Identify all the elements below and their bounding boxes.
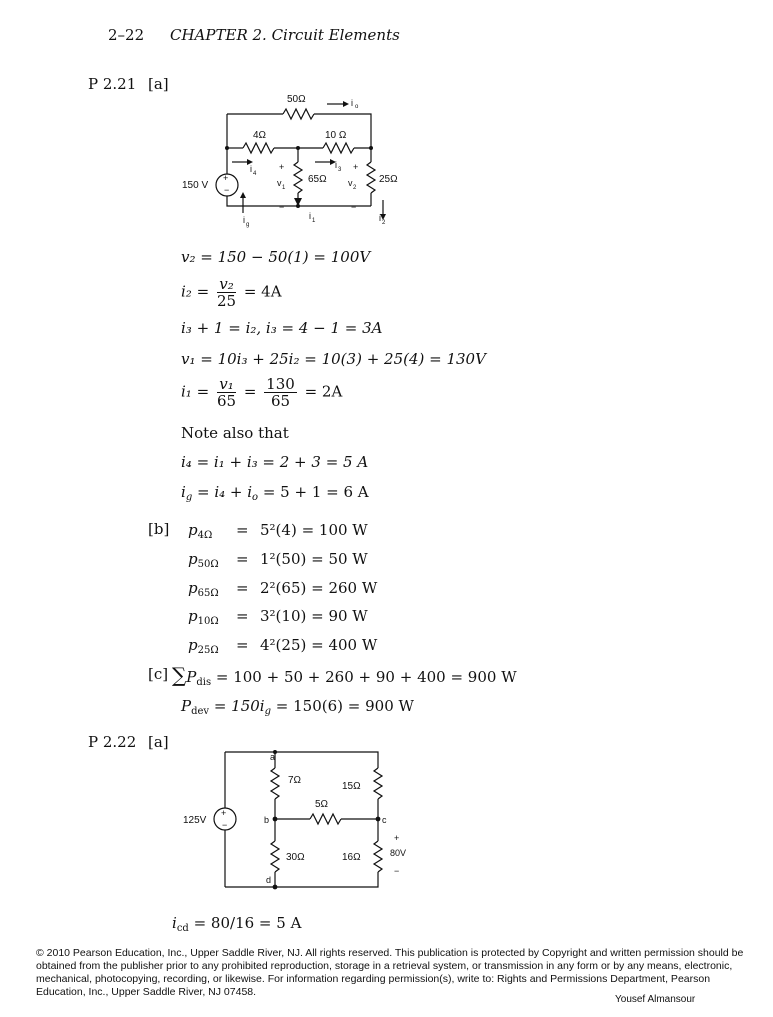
- i2-sub: 2: [382, 220, 386, 226]
- power-eq: =: [236, 607, 249, 625]
- eq5-num2: 130: [266, 375, 295, 393]
- eq2-lhs: i₂ =: [181, 282, 210, 301]
- power-value: 1²(50) = 50 W: [260, 550, 368, 568]
- r15-label: 15Ω: [342, 781, 361, 792]
- r16-label: 16Ω: [342, 852, 361, 863]
- ig-sub: g: [246, 222, 250, 228]
- equation-v2: v₂ = 150 − 50(1) = 100V: [181, 248, 371, 266]
- eq2-den: 25: [216, 292, 237, 310]
- pdev-sub: dev: [191, 706, 210, 717]
- icd-sub: cd: [176, 923, 189, 934]
- v1-label: v: [277, 178, 282, 188]
- eq7-b: = 5 + 1 = 6 A: [258, 483, 369, 501]
- power-sub: 4Ω: [197, 530, 213, 541]
- v80-plus: +: [394, 833, 400, 843]
- power-value: 3²(10) = 90 W: [260, 607, 368, 625]
- page-number: 2–22: [108, 26, 145, 44]
- eq7-lhs-sub: g: [185, 492, 193, 503]
- v2-sub: 2: [353, 185, 357, 191]
- power-value: 4²(25) = 400 W: [260, 636, 378, 654]
- note-text: Note also that: [181, 424, 289, 442]
- eq5-den1: 65: [216, 392, 237, 410]
- problem-label-2-22: P 2.22: [88, 733, 137, 751]
- v1-sub: 1: [282, 185, 286, 191]
- v2-minus: −: [351, 202, 357, 212]
- node-b-label: b: [264, 815, 270, 825]
- power-sub: 50Ω: [197, 559, 219, 570]
- power-p: p: [188, 521, 198, 539]
- eq2-rhs: = 4A: [243, 282, 282, 301]
- equation-pdev: [181, 697, 414, 717]
- i3-sub: 3: [338, 167, 342, 173]
- power-p: p: [188, 550, 198, 568]
- equation-i3: i₃ + 1 = i₂, i₃ = 4 − 1 = 3A: [181, 319, 383, 337]
- power-eq: =: [236, 521, 249, 539]
- i1-label: i: [309, 211, 311, 221]
- v2-plus: +: [353, 162, 359, 172]
- equation-icd: [172, 914, 301, 934]
- icd-rhs: = 80/16 = 5 A: [188, 914, 302, 932]
- i1-sub: 1: [312, 218, 316, 224]
- v1-minus: −: [279, 202, 285, 212]
- equation-v1: v₁ = 10i₃ + 25i₂ = 10(3) + 25(4) = 130V: [181, 350, 486, 368]
- source-minus: −: [224, 185, 230, 195]
- r25-label: 25Ω: [379, 174, 398, 185]
- power-p: p: [188, 579, 198, 597]
- chapter-title: CHAPTER 2. Circuit Elements: [170, 26, 400, 44]
- equation-i4: i₄ = i₁ + i₃ = 2 + 3 = 5 A: [181, 453, 369, 471]
- power-p: p: [188, 636, 198, 654]
- node-a-label: a: [270, 752, 276, 762]
- i4-label: i: [250, 164, 252, 174]
- eq5-fraction-2: [264, 376, 297, 409]
- r30-label: 30Ω: [286, 852, 305, 863]
- equation-i1: [181, 376, 342, 409]
- eq2-num: v₂: [217, 276, 236, 293]
- eq7-a: = i₄ + i: [192, 483, 253, 501]
- io-sub: o: [355, 104, 359, 110]
- v80-minus: −: [394, 866, 400, 876]
- problem-label-2-21: P 2.21: [88, 75, 137, 93]
- node-d-label: d: [266, 875, 272, 885]
- r5-label: 5Ω: [315, 799, 329, 810]
- v1-plus: +: [279, 162, 285, 172]
- part-a-label: [a]: [148, 75, 169, 93]
- power-value: 5²(4) = 100 W: [260, 521, 368, 539]
- pdis-rhs: = 100 + 50 + 260 + 90 + 400 = 900 W: [211, 668, 517, 686]
- r7-label: 7Ω: [288, 775, 302, 786]
- power-sub: 65Ω: [197, 588, 219, 599]
- r10-label: 10 Ω: [325, 130, 347, 141]
- power-value: 2²(65) = 260 W: [260, 579, 378, 597]
- eq5-den2: 65: [270, 392, 291, 410]
- equation-ig: [181, 483, 369, 503]
- eq5-lhs: i₁ =: [181, 382, 210, 401]
- eq5-mid: =: [243, 382, 257, 401]
- i3-label: i: [335, 160, 337, 170]
- source-125-label: 125V: [183, 815, 207, 826]
- power-sub: 10Ω: [197, 616, 219, 627]
- eq2-fraction: [217, 276, 236, 309]
- source-125-minus: −: [222, 820, 228, 830]
- eq7-a-sub: o: [252, 492, 259, 503]
- power-eq: =: [236, 550, 249, 568]
- circuit-diagram-2-22: [180, 746, 410, 896]
- source-125-plus: +: [221, 808, 227, 818]
- equation-pdis: [172, 663, 517, 688]
- pdis-sub: dis: [196, 677, 212, 688]
- part-c-label: [c]: [148, 665, 169, 683]
- i4-sub: 4: [253, 171, 257, 177]
- v2-label: v: [348, 178, 353, 188]
- i2-label: i: [379, 213, 381, 223]
- ig-label: i: [243, 215, 245, 225]
- source-label: 150 V: [182, 180, 209, 191]
- v80-label: 80V: [390, 848, 407, 858]
- equation-i2: [181, 276, 282, 309]
- power-p: p: [188, 607, 198, 625]
- part-a-label-2-22: [a]: [148, 733, 169, 751]
- eq5-rhs: = 2A: [304, 382, 343, 401]
- node-c-label: c: [382, 815, 387, 825]
- r65-label: 65Ω: [308, 174, 327, 185]
- sigma-symbol: ∑: [172, 663, 187, 687]
- copyright-notice: © 2010 Pearson Education, Inc., Upper Saddle River, NJ. All rights reserved. This publication is protected by Copyright and written permission should be obtained from the publisher prior to any prohibited reproduction, storage in a retrieval system, or transmission in any form or by any means, electronic, mechanical, photocopying, recording, or likewise. For information regarding permission(s), write to: Rights and Permissions Department, Pearson Education, Inc., Upper Saddle River, NJ 07458.: [36, 947, 744, 998]
- pdev-p: P: [181, 697, 192, 715]
- power-eq: =: [236, 579, 249, 597]
- power-sub: 25Ω: [197, 645, 219, 656]
- eq5-num1: v₁: [217, 376, 236, 393]
- io-label: i: [351, 98, 353, 108]
- author-name: Yousef Almansour: [615, 994, 696, 1005]
- r4-label: 4Ω: [253, 130, 267, 141]
- pdev-mid-sub: g: [264, 706, 272, 717]
- eq5-fraction-1: [217, 376, 236, 409]
- pdev-rhs: = 150(6) = 900 W: [271, 697, 414, 715]
- icd-i: i: [172, 914, 177, 932]
- part-b-label: [b]: [148, 520, 170, 538]
- circuit-diagram-2-21: [175, 88, 415, 228]
- pdis-p: P: [186, 668, 197, 686]
- eq7-lhs: i: [181, 483, 186, 501]
- source-plus: +: [223, 173, 229, 183]
- pdev-mid: = 150i: [209, 697, 265, 715]
- r50-label: 50Ω: [287, 94, 306, 105]
- power-eq: =: [236, 636, 249, 654]
